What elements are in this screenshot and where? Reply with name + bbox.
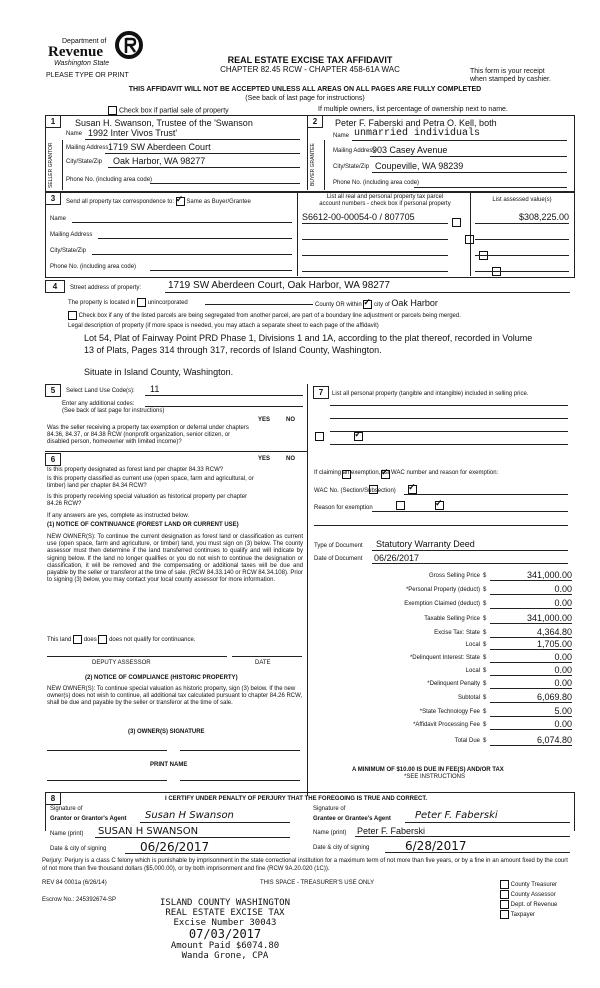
land-use-code: 11 [150,384,160,394]
calc-label: Subtotal [457,695,480,701]
sec6-no: NO [286,456,295,462]
calc-value: 341,000.00 [526,570,572,580]
calc-label: Gross Selling Price [428,573,480,579]
grantee-agent-label: Grantee or Grantee's Agent [313,816,391,822]
stamp-line-3: Excise Number 30043 [173,918,277,928]
city-of-label: city of [374,302,390,308]
q2-no-checkbox[interactable] [408,485,417,494]
calc-dollar: $ [483,722,487,728]
unincorporated-label: unincorporated [147,300,188,307]
receipt-line1: This form is your receipt [470,68,545,75]
calc-dollar: $ [483,642,487,648]
grantor-print-name: SUSAN H SWANSON [98,826,199,837]
receipt-line2: when stamped by cashier. [470,76,551,83]
stamp-line-2: REAL ESTATE EXCISE TAX [165,908,285,918]
grantee-date: 6/28/2017 [405,839,467,853]
assessed-value: $308,225.00 [518,212,569,222]
buyer-name-line2: unmarried individuals [354,128,481,139]
county-or [315,298,438,309]
doc-date-label: Date of Document [314,556,363,562]
calc-value: 0.00 [554,678,572,688]
calc-value: 6,074.80 [536,735,572,745]
same-as-label: Same as Buyer/Grantee [186,199,251,206]
city-name: Oak Harbor [391,298,438,308]
calc-value: 0.00 [554,665,572,675]
boundary-checkbox[interactable] [68,311,461,320]
unincorporated-checkbox[interactable] [137,298,146,307]
personal-property-checkbox-1[interactable] [452,218,461,227]
distribution-checkboxes [500,880,557,920]
calc-dollar: $ [483,709,487,715]
doc-date: 06/26/2017 [374,553,420,563]
calc-value: 1,705.00 [536,639,572,649]
calc-value: 0.00 [554,719,572,729]
see-instructions: *SEE INSTRUCTIONS [404,774,466,780]
parcel-header-1: List all real and personal property tax parcel [326,194,444,200]
sec3-mail-label: Mailing Address [50,232,93,238]
section-2-num: 2 [307,115,323,128]
dor-logo [40,28,150,73]
seller-phone-label: Phone No. (including area code) [66,177,153,183]
calc-value: 6,069.80 [536,692,572,702]
calc-label: Exemption Claimed (deduct) [404,601,480,607]
minimum-due: A MINIMUM OF $10.00 IS DUE IN FEE(S) AND/OR TAX [352,767,504,773]
deputy-assessor: DEPUTY ASSESSOR [92,660,151,666]
sec3-name-label: Name [50,216,67,222]
dept-label: Department of [62,38,107,45]
seller-name-line2: 1992 Inter Vivos Trust' [88,128,178,138]
boundary-label: Check box if any of the listed parcels are being segregated from another parcel, are part of a boundary line adjustment or parcels being merged. [78,313,461,320]
reason-label: Reason for exemption [314,505,373,511]
does-not-checkbox[interactable] [98,635,107,644]
treasurer-stamp [145,898,305,961]
form-chapter: CHAPTER 82.45 RCW - CHAPTER 458-61A WAC [220,65,400,74]
section-6-num: 6 [45,453,61,466]
sec5-question: Was the seller receiving a property tax exemption or deferral under chapters 84.36, 84.37, or 84.38 RCW (nonprofit organization, senior citizen, or disabled person, homeowner with limited income)? [47,425,249,445]
located-in [68,298,188,307]
seller-city: Oak Harbor, WA 98277 [113,156,206,166]
legal-line-1: Lot 54, Plat of Fairway Point PRD Phase 1, Divisions 1 and 1A, according to the plat thereof, recorded in Volume [84,333,533,343]
sec3-city-label: City/State/Zip [50,248,87,254]
section-8-num: 8 [45,792,61,805]
state-label: Washington State [54,60,110,67]
legal-line-2: 13 of Plats, Pages 314 through 317, records of Island County, Washington. [84,345,382,355]
please-type: PLEASE TYPE OR PRINT [46,72,129,79]
dept-revenue-checkbox[interactable] [500,900,557,910]
send-label: Send all property tax correspondence to: [66,199,175,206]
seller-mail-label: Mailing Address [66,145,109,151]
treasurer-use: THIS SPACE - TREASURER'S USE ONLY [260,880,375,886]
calc-dollar: $ [483,655,487,661]
calc-value: 0.00 [554,598,572,608]
buyer-mail: 903 Casey Avenue [372,145,448,155]
grantee-name-label: Name (print) [313,830,347,836]
sec6-yes: YES [258,456,271,462]
calc-dollar: $ [483,681,487,687]
stamp-line-4: 07/03/2017 [188,927,262,941]
does-not-label: does not qualify for continuance. [109,637,196,644]
calc-label: *Personal Property (deduct) [405,587,480,593]
personal-property-checkbox-2[interactable] [465,235,474,244]
section-4-num: 4 [45,280,65,293]
revenue-label: Revenue [48,44,103,60]
legal-line-3: Situate in Island County, Washington. [84,367,234,377]
q3-no-checkbox[interactable] [435,501,444,510]
buyer-name-line1: Peter F. Faberski and Petra O. Kell, both [335,118,497,128]
street-address: 1719 SW Aberdeen Court, Oak Harbor, WA 98277 [168,280,390,291]
seller-name-label: Name [66,131,83,137]
buyer-city: Coupeville, WA 98239 [375,161,464,171]
exemption-label: If claiming an exemption, list WAC number and reason for exemption: [314,470,499,476]
notice1-body: NEW OWNER(S): To continue the current designation as forest land or classification as current use (open space, farm and agriculture, or timber) land, you must sign on (3) below. The county assessor must then determine if the land transferred continues to qualify and will indicate by signing below. If the land no longer qualifies or you do not wish to continue the designation or classification, it will be removed and the compensating or additional taxes will be due and payable by the seller or transferor at the time of sale. (RCW 84.33.140 or RCW 84.34.108). Prior to signing (3) below, you may contact your local county assessor for more information. [47,534,303,584]
land-use-label: Select Land Use Code(s): [66,388,135,394]
partial-sale-label: Check box if partial sale of property [118,107,229,115]
buyer-city-label: City/State/Zip [333,164,370,170]
section-5-num: 5 [45,384,61,397]
calc-dollar: $ [483,695,487,701]
owner-signature-label: (3) OWNER(S) SIGNATURE [128,729,205,735]
buyer-name-label: Name [333,133,350,139]
street-label: Street address of property: [70,285,142,291]
stamp-line-6: Wanda Grone, CPA [181,951,269,961]
assessor-date: DATE [255,660,271,666]
sec5-see-back: (See back of last page for instructions) [62,408,165,414]
calc-label: Excise Tax: State [434,630,480,636]
grantor-name-label: Name (print) [50,831,84,837]
calc-label: *State Technology Fee [419,709,480,715]
sec6-q2: Is this property classified as current use (open space, farm and agricultural, or timber) land per chapter 84.34 RCW? [47,476,254,489]
wac-label: WAC No. (Section/Subsection) [314,488,396,494]
grantor-signature: Susan H Swanson [145,810,234,821]
print-name-label: PRINT NAME [150,762,188,768]
seller-name-line1: Susan H. Swanson, Trustee of the 'Swanson [75,118,253,128]
additional-codes: Enter any additional codes: [62,401,135,407]
county-treasurer-checkbox[interactable] [500,880,557,890]
seller-city-label: City/State/Zip [66,159,103,165]
calc-label: *Delinquent Penalty [427,681,480,687]
section-1-num: 1 [45,115,61,128]
certify-text: I CERTIFY UNDER PENALTY OF PERJURY THAT THE FOREGOING IS TRUE AND CORRECT. [165,796,428,802]
continuance-line [47,635,195,644]
sec5-no-checkbox[interactable] [354,432,363,441]
stamp-line-5: Amount Paid $6074.80 [170,941,280,951]
dor-logo-icon [114,30,144,60]
seller-mail: 1719 SW Aberdeen Court [108,142,211,152]
taxpayer-label: Taxpayer [510,912,535,919]
sec5-yes-checkbox[interactable] [315,432,324,441]
calc-dollar: $ [483,738,487,744]
sec5-yes: YES [258,417,271,423]
does-checkbox[interactable] [73,635,82,644]
calc-label: *Delinquent Interest: State [409,655,480,661]
send-correspondence [66,197,251,206]
sec5-no: NO [286,417,295,423]
section-7-num: 7 [313,386,329,399]
calc-label: Taxable Selling Price [424,616,480,622]
calc-value: 4,364.80 [536,627,572,637]
county-assessor-label: County Assessor [510,892,556,899]
assessed-header: List assessed value(s) [492,197,552,203]
personal-property-label: List all personal property (tangible and intangible) included in selling price. [332,391,529,397]
does-label: does [83,637,97,644]
same-as-buyer-checkbox[interactable] [176,197,185,206]
partial-sale-checkbox[interactable] [108,106,229,115]
dept-revenue-label: Dept. of Revenue [510,902,558,909]
grantor-agent-label: Grantor or Grantor's Agent [50,816,127,822]
buyer-phone-label: Phone No. (including area code) [333,180,420,186]
located-pre: The property is located in [68,300,136,307]
calc-dollar: $ [483,587,487,593]
rev-code: REV 84 0001a (6/26/14) [42,880,107,886]
escrow-number: Escrow No.: 245392674-SP [42,897,117,903]
parcel-number: S6612-00-00054-0 / 807705 [302,212,415,222]
county-treasurer-label: County Treasurer [510,882,558,889]
grantee-date-label: Date & city of signing [313,845,370,851]
see-back: (See back of last page for instructions) [245,95,365,102]
calc-label: Local [465,668,480,674]
q3-yes-checkbox[interactable] [396,501,405,510]
form-title: REAL ESTATE EXCISE TAX AFFIDAVIT [227,55,393,65]
notice1-title: (1) NOTICE OF CONTINUANCE (FOREST LAND OR CURRENT USE) [47,522,239,528]
calc-dollar: $ [483,630,487,636]
calc-dollar: $ [483,616,487,622]
stamp-line-1: ISLAND COUNTY WASHINGTON [159,898,291,908]
notice2-body: NEW OWNER(S): To continue special valuation as historic property, sign (3) below. If the new owner(s) does not wish to continue, all additional tax calculated pursuant to chapter 84.26 RCW, shall be due and payable by the seller or transferor at the time of sale. [47,686,303,707]
seller-side-label: SELLER GRANTOR [48,142,54,188]
this-land-label: This land [47,637,72,644]
buyer-mail-label: Mailing Address [333,148,376,154]
grantee-signature: Peter F. Faberski [415,810,498,821]
buyer-side-label: BUYER GRANTEE [310,143,316,187]
calc-dollar: $ [483,601,487,607]
grantee-print-name: Peter F. Faberski [357,826,426,836]
sec3-phone-label: Phone No. (including area code) [50,264,137,270]
sec6-q3: Is this property receiving special valuation as historical property per chapter 84.26 RCW? [47,494,248,507]
calc-value: 341,000.00 [526,613,572,623]
calc-label: Local [465,642,480,648]
calc-label: Total Due [454,738,480,744]
perjury-text: Perjury: Perjury is a class C felony which is punishable by imprisonment in the state correctional institution for a maximum term of not more than five years, or by a fine in an amount fixed by the court of not more than five thousand dollars ($5,000.00), or by both imprisonment and fine (RCW 9A.20.020 (1C)). [42,858,568,872]
parcel-header-2: account numbers - check box if personal property [319,201,451,207]
county-assessor-checkbox[interactable] [500,890,557,900]
taxpayer-checkbox[interactable] [500,910,557,920]
calc-value: 0.00 [554,652,572,662]
grantor-date-label: Date & city of signing [50,846,107,852]
grantor-date: 06/26/2017 [140,840,210,854]
calc-value: 5.00 [554,706,572,716]
calc-dollar: $ [483,668,487,674]
city-checkbox[interactable] [363,300,372,309]
notice2-title: (2) NOTICE OF COMPLIANCE (HISTORIC PROPERTY) [85,675,238,681]
county-or-label: County OR within [315,302,362,308]
calc-value: 0.00 [554,584,572,594]
grantee-sig-of: Signature of [313,806,346,812]
calc-label: *Affidavit Processing Fee [413,722,480,728]
calc-dollar: $ [483,573,487,579]
doc-type: Statutory Warranty Deed [376,539,475,549]
sec6-if-yes: If any answers are yes, complete as instructed below. [47,513,190,519]
warning-text: THIS AFFIDAVIT WILL NOT BE ACCEPTED UNLESS ALL AREAS ON ALL PAGES ARE FULLY COMPLETED [128,86,482,93]
doc-type-label: Type of Document [314,543,363,549]
sec6-q1: Is this property designated as forest land per chapter 84.33 RCW? [47,467,224,473]
section-3-num: 3 [45,192,61,205]
grantor-sig-of: Signature of [50,806,83,812]
legal-label: Legal description of property (if more space is needed, you may attach a separate sheet to each page of the affidavit) [68,323,379,329]
multiple-owners-note: If multiple owners, list percentage of ownership next to name. [318,106,508,113]
